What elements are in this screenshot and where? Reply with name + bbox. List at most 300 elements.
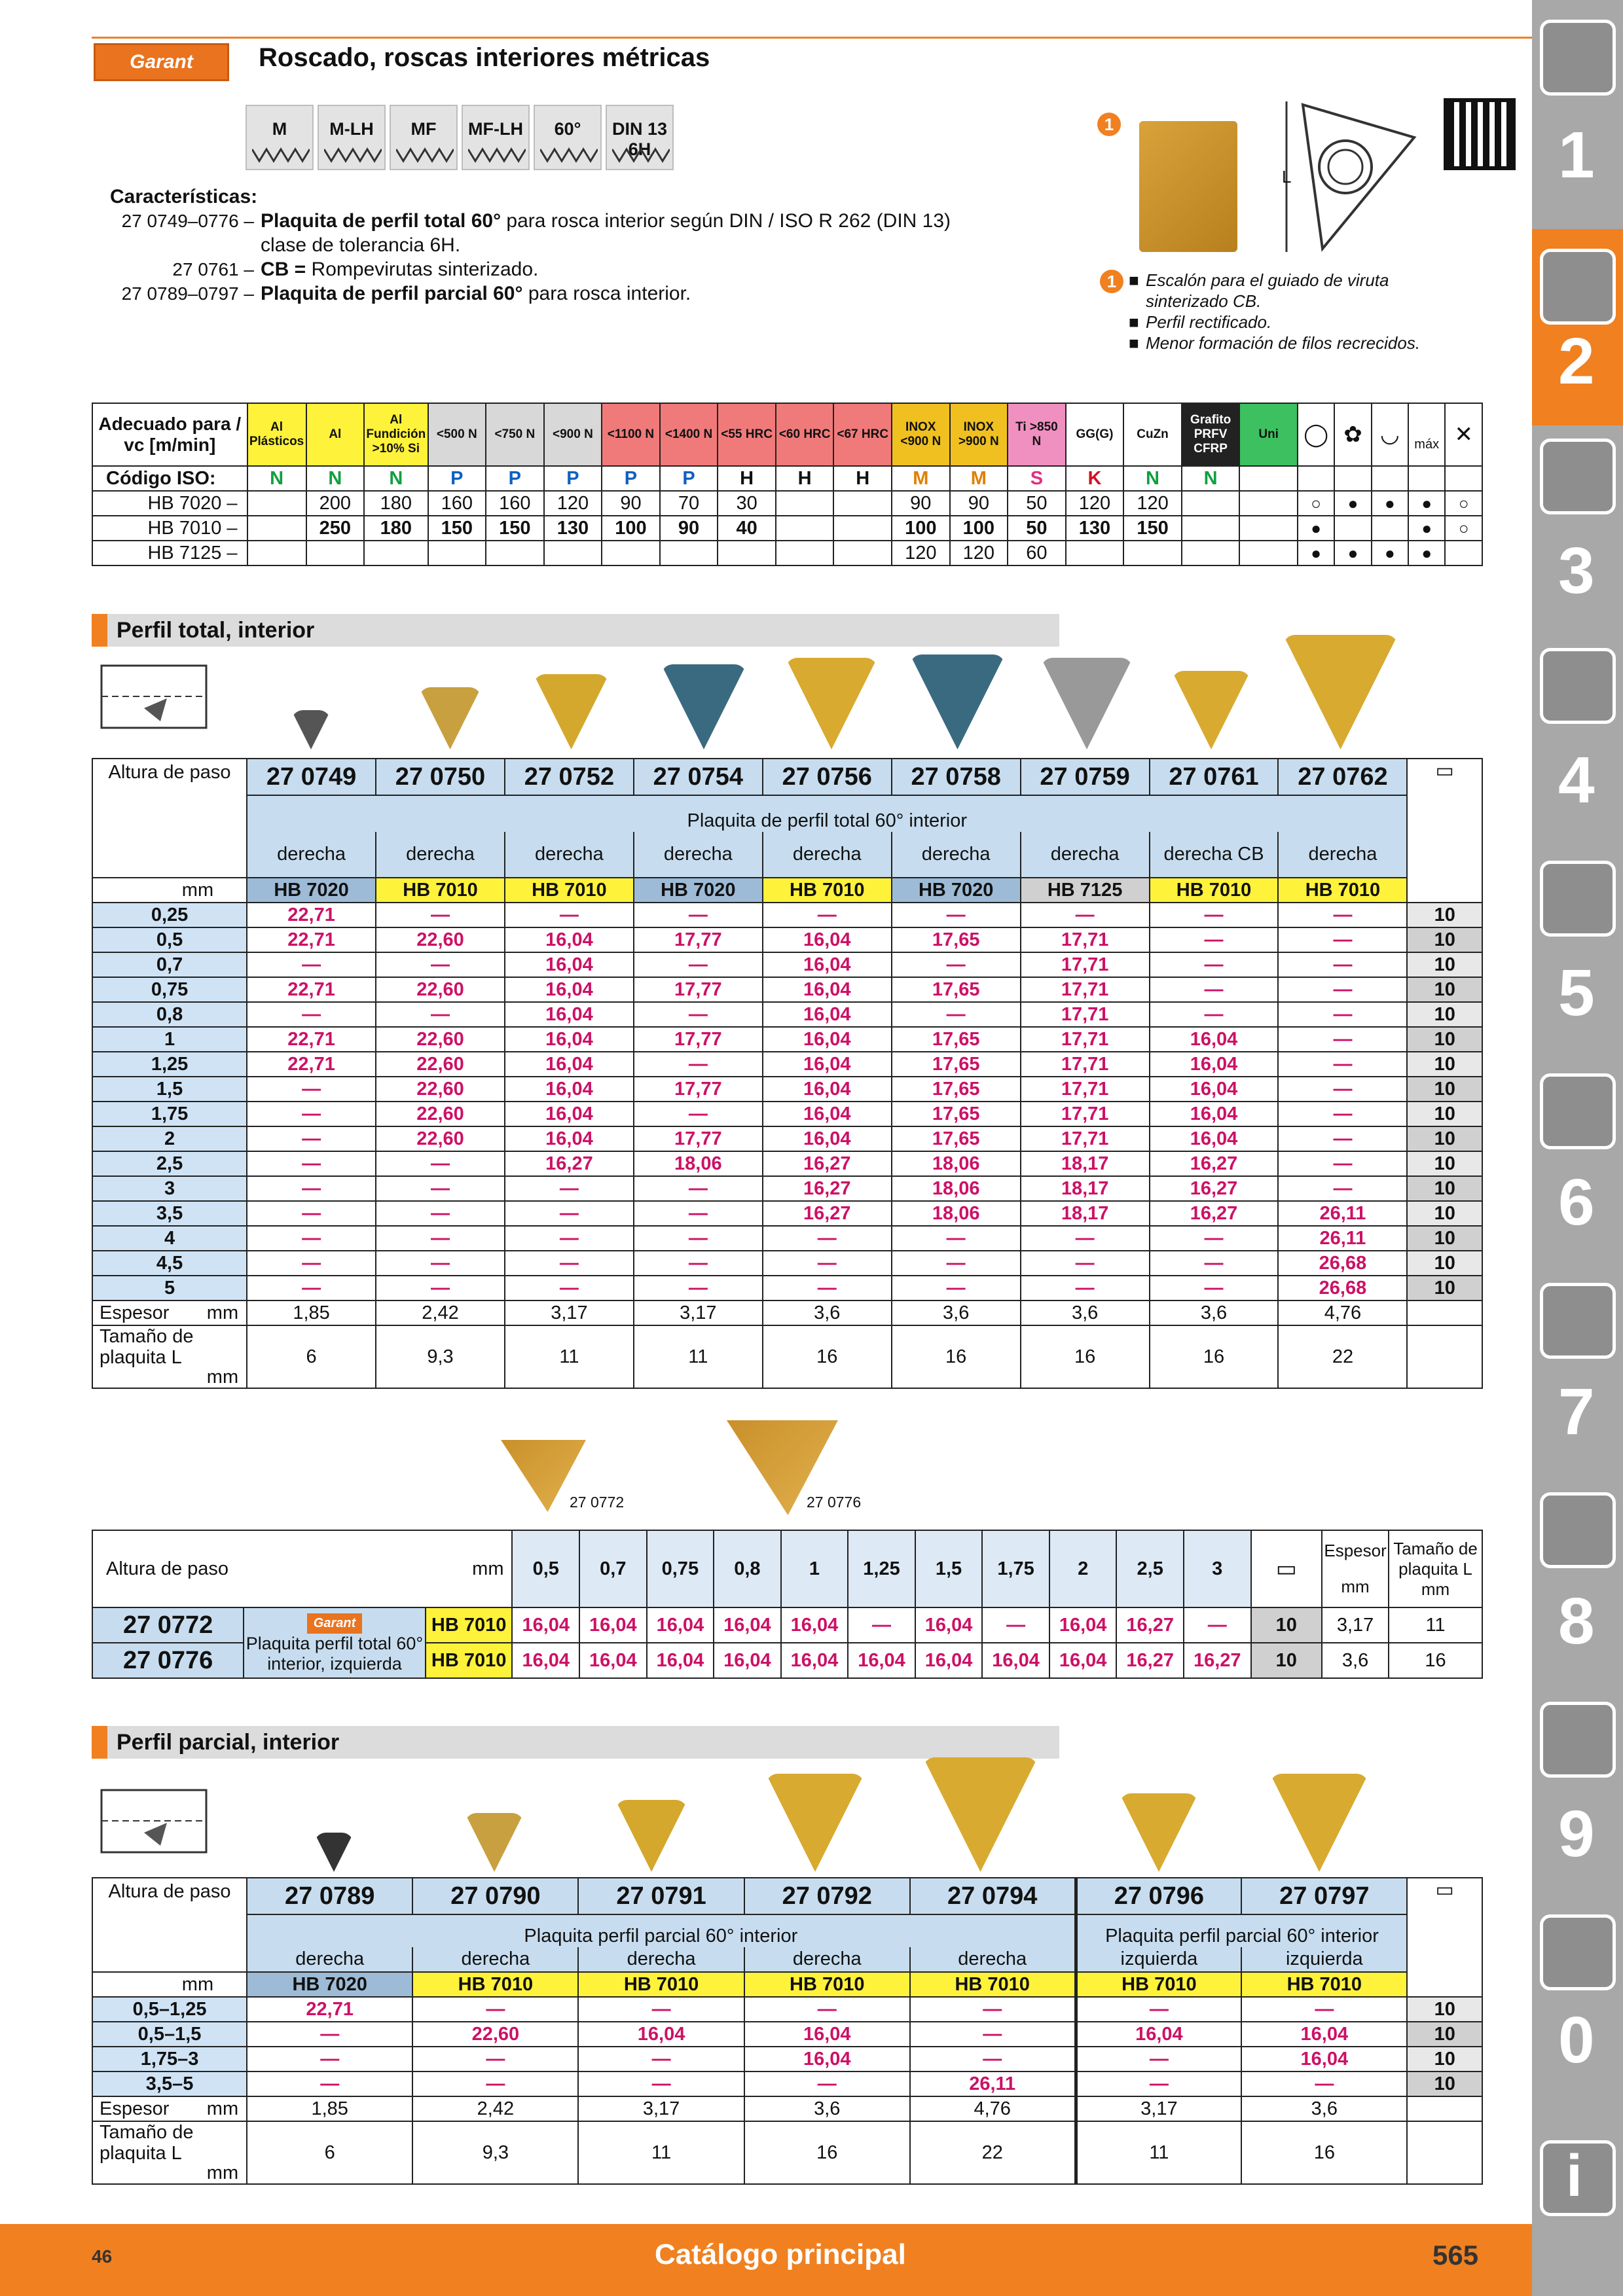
price-cell: —: [505, 1176, 634, 1201]
chapter-number[interactable]: 4: [1558, 744, 1595, 817]
feature-line: [110, 257, 951, 281]
price-cell: 16,27: [1150, 1176, 1279, 1201]
price-cell: —: [376, 1251, 505, 1276]
grade-cell: HB 7020: [247, 1972, 412, 1997]
grade-row: [92, 1972, 1482, 1997]
cutting-speed: [1182, 541, 1240, 565]
price-cell: 17,71: [1021, 1102, 1150, 1126]
price-cell: —: [892, 952, 1021, 977]
unit-text: mm: [472, 1558, 504, 1579]
iso-code: K: [1066, 466, 1124, 491]
feature-desc: clase de tolerancia 6H.: [261, 234, 461, 256]
size-label: [92, 1325, 247, 1388]
suitability-mark: ●: [1334, 491, 1371, 516]
price-cell: 17,77: [634, 1027, 763, 1052]
price-cell: —: [763, 903, 892, 927]
unit-label: mm: [92, 878, 247, 903]
pitch-head: [92, 1530, 512, 1607]
chapter-4-icon[interactable]: [1540, 648, 1616, 724]
pack-qty: 10: [1407, 1002, 1482, 1027]
price-cell: —: [376, 1201, 505, 1226]
pack-icon: ▭: [1407, 1878, 1482, 1997]
price-cell: —: [578, 2047, 744, 2072]
grade-cell: HB 7010: [1278, 878, 1407, 903]
price-cell: 16,04: [915, 1607, 983, 1643]
price-cell: —: [505, 1201, 634, 1226]
cutting-speed: 130: [544, 516, 602, 541]
price-cell: 16,04: [763, 1126, 892, 1151]
price-cell: 22,71: [247, 1052, 376, 1077]
banner-row: [92, 795, 1482, 832]
material-col: Uni: [1239, 403, 1298, 466]
pack-qty: 10: [1251, 1643, 1322, 1678]
article-row: [92, 1878, 1482, 1914]
pack-qty: 10: [1407, 952, 1482, 977]
cutting-speed: 70: [660, 491, 718, 516]
hand-type: derecha CB: [1150, 832, 1279, 878]
size-value: 11: [505, 1325, 634, 1388]
price-cell: —: [634, 1002, 763, 1027]
pack-qty: 10: [1407, 2022, 1482, 2047]
article-row: [92, 759, 1482, 795]
thickness-value: 3,17: [505, 1300, 634, 1325]
price-cell: —: [1150, 1276, 1279, 1300]
suitability-mark: ●: [1372, 491, 1408, 516]
price-cell: —: [1184, 1607, 1251, 1643]
hand-type: derecha: [1021, 832, 1150, 878]
insert-image: [1041, 658, 1133, 749]
price-cell: 16,04: [1076, 2022, 1241, 2047]
mini-logo: Garant: [307, 1613, 362, 1634]
price-cell: 22,60: [376, 927, 505, 952]
pack-qty: 10: [1407, 1126, 1482, 1151]
unit-text: mm: [206, 2098, 239, 2119]
material-col: <500 N: [428, 403, 486, 466]
price-cell: —: [910, 1997, 1076, 2022]
thread-profile-icon: [468, 147, 526, 164]
dimension-label: L: [1282, 167, 1292, 187]
suitability-mark: ●: [1372, 541, 1408, 565]
chapter-number[interactable]: 7: [1558, 1375, 1595, 1448]
material-col: <750 N: [486, 403, 544, 466]
pitch-row: [92, 903, 1482, 927]
price-cell: —: [848, 1607, 915, 1643]
price-cell: —: [634, 1102, 763, 1126]
chapter-number[interactable]: 3: [1558, 534, 1595, 607]
material-col: CuZn: [1123, 403, 1182, 466]
hand-type: derecha: [1278, 832, 1407, 878]
cutting-speed: 160: [428, 491, 486, 516]
thickness-value: 3,6: [1021, 1300, 1150, 1325]
cutting-speed: [833, 541, 892, 565]
info-label[interactable]: i: [1566, 2144, 1583, 2209]
price-cell: —: [376, 952, 505, 977]
iso-empty: [1298, 466, 1334, 491]
article-number: 27 0749: [247, 759, 376, 795]
thread-profile-icon: [252, 147, 310, 164]
price-cell: —: [763, 1276, 892, 1300]
pitch-row: [92, 1027, 1482, 1052]
cutting-speed: [1123, 541, 1182, 565]
chapter-0-icon[interactable]: [1540, 1914, 1616, 1990]
feature-line: [110, 281, 951, 306]
cutting-speed: 120: [544, 491, 602, 516]
chapter-number[interactable]: 8: [1558, 1585, 1595, 1658]
price-cell: 17,65: [892, 927, 1021, 952]
price-cell: 17,71: [1021, 1126, 1150, 1151]
pitch-col: 1: [781, 1530, 848, 1607]
iso-empty: [1334, 466, 1371, 491]
price-cell: —: [247, 1201, 376, 1226]
iso-code: M: [892, 466, 950, 491]
price-cell: 17,77: [634, 1077, 763, 1102]
price-cell: 22,60: [412, 2022, 578, 2047]
size-label: [92, 2121, 247, 2184]
pitch-row: [92, 2072, 1482, 2096]
price-cell: —: [247, 1077, 376, 1102]
iso-code: [1239, 466, 1298, 491]
pitch-value: 3,5: [92, 1201, 247, 1226]
cutting-speed: [602, 541, 660, 565]
header-rule: [92, 37, 1532, 39]
pack-qty: 10: [1407, 1251, 1482, 1276]
chapter-number[interactable]: 9: [1558, 1797, 1595, 1871]
iso-label: Código ISO:: [92, 466, 247, 491]
size-value: 6: [247, 2121, 412, 2184]
price-cell: 16,27: [763, 1176, 892, 1201]
internal-thread-icon-2: [98, 1787, 213, 1856]
iso-code: M: [950, 466, 1008, 491]
cutting-speed: [1066, 541, 1124, 565]
price-cell: —: [744, 1997, 910, 2022]
pitch-row: [92, 1176, 1482, 1201]
size-value: 9,3: [376, 1325, 505, 1388]
price-cell: —: [247, 2022, 412, 2047]
price-cell: 17,71: [1021, 977, 1150, 1002]
chapter-8-icon[interactable]: [1540, 1492, 1616, 1568]
cutting-speed: [247, 491, 306, 516]
price-cell: 16,04: [505, 1077, 634, 1102]
unit-text: mm: [1341, 1577, 1370, 1596]
hand-type: derecha: [412, 1947, 578, 1972]
cutting-speed: [833, 516, 892, 541]
iso-empty: [1408, 466, 1445, 491]
thread-profile-icon: [396, 147, 454, 164]
price-cell: —: [1278, 1052, 1407, 1077]
material-col: Al Fundición >10% Si: [364, 403, 428, 466]
price-cell: —: [247, 2047, 412, 2072]
feature-code: [110, 233, 261, 257]
pitch-value: 0,25: [92, 903, 247, 927]
price-cell: —: [247, 1151, 376, 1176]
size-value: 9,3: [412, 2121, 578, 2184]
note-item: [1100, 312, 1440, 332]
note-text: Menor formación de filos recrecidos.: [1146, 333, 1421, 353]
grade-cell: HB 7010: [910, 1972, 1076, 1997]
grade-row: [92, 878, 1482, 903]
iso-row: [92, 466, 1482, 491]
product-banner: Plaquita perfil parcial 60° interior: [1076, 1914, 1407, 1947]
price-cell: —: [578, 1997, 744, 2022]
thickness-value: 1,85: [247, 1300, 376, 1325]
cutting-speed: 200: [306, 491, 365, 516]
size-value: 16: [763, 1325, 892, 1388]
iso-code: S: [1008, 466, 1066, 491]
price-cell: —: [247, 1251, 376, 1276]
material-col: INOX <900 N: [892, 403, 950, 466]
price-cell: 16,27: [1184, 1643, 1251, 1678]
price-cell: —: [247, 952, 376, 977]
article-number: 27 0796: [1076, 1878, 1241, 1914]
grade-cell: HB 7010: [578, 1972, 744, 1997]
insert-label-270776: 27 0776: [807, 1494, 862, 1511]
price-cell: —: [412, 2072, 578, 2096]
price-cell: —: [505, 1251, 634, 1276]
thread-symbol: DIN 13 6H: [606, 105, 674, 170]
chapter-9-icon[interactable]: [1540, 1702, 1616, 1778]
insert-image: [766, 1774, 864, 1872]
price-cell: 16,04: [505, 1052, 634, 1077]
pitch-head: Altura de paso: [108, 1881, 231, 1902]
chapter-number[interactable]: 5: [1558, 956, 1595, 1030]
pack-qty: 10: [1407, 2047, 1482, 2072]
material-col: <67 HRC: [833, 403, 892, 466]
iso-code: N: [247, 466, 306, 491]
price-cell: —: [1150, 952, 1279, 977]
empty-cell: [1407, 2121, 1482, 2184]
price-cell: 22,60: [376, 977, 505, 1002]
chapter-7-icon[interactable]: [1540, 1283, 1616, 1359]
hand-type: derecha: [763, 832, 892, 878]
hand-type: derecha: [634, 832, 763, 878]
insert-image: [615, 1800, 687, 1872]
hand-type: derecha: [744, 1947, 910, 1972]
thickness-label: [92, 1300, 247, 1325]
pitch-value: 3: [92, 1176, 247, 1201]
price-cell: 16,04: [763, 977, 892, 1002]
chapter-2-icon[interactable]: [1540, 249, 1616, 325]
chapter-number[interactable]: 6: [1558, 1166, 1595, 1239]
price-cell: —: [982, 1607, 1049, 1643]
price-cell: —: [1278, 1002, 1407, 1027]
page-number: 565: [1432, 2240, 1479, 2270]
price-cell: 16,04: [647, 1607, 714, 1643]
cutting-speed: [776, 516, 834, 541]
price-cell: —: [1278, 1027, 1407, 1052]
price-cell: 16,04: [915, 1643, 983, 1678]
size-value: 11: [1389, 1607, 1482, 1643]
size-value: 16: [744, 2121, 910, 2184]
cutting-speed: [486, 541, 544, 565]
insert-image: [1120, 1793, 1198, 1872]
note-text: Perfil rectificado.: [1146, 312, 1272, 332]
article-number: 27 0797: [1241, 1878, 1407, 1914]
suitability-mark: [1445, 541, 1482, 565]
price-cell: 16,04: [505, 1126, 634, 1151]
size-value: 11: [1076, 2121, 1241, 2184]
price-cell: 22,71: [247, 903, 376, 927]
suitability-mark: ●: [1298, 541, 1334, 565]
size-text: Tamaño de plaquita L: [100, 1326, 194, 1368]
chapter-3-icon[interactable]: [1540, 439, 1616, 514]
thread-symbol: M-LH: [318, 105, 386, 170]
grade-cell: HB 7010: [505, 878, 634, 903]
price-cell: 16,04: [763, 952, 892, 977]
thread-profile-icon: [324, 147, 382, 164]
cutting-speed: 150: [428, 516, 486, 541]
thickness-value: 3,17: [1322, 1607, 1389, 1643]
pitch-col: 3: [1184, 1530, 1251, 1607]
pitch-col: 2,5: [1116, 1530, 1184, 1607]
pitch-value: 2,5: [92, 1151, 247, 1176]
price-cell: 16,04: [579, 1607, 647, 1643]
price-cell: 16,04: [1150, 1027, 1279, 1052]
grade-cell: HB 7010: [412, 1972, 578, 1997]
cutting-speed: 120: [1123, 491, 1182, 516]
insert-image: [1283, 635, 1398, 749]
size-value: 16: [1389, 1643, 1482, 1678]
note-item: [1100, 332, 1440, 353]
price-cell: 17,65: [892, 1027, 1021, 1052]
chapter-number[interactable]: 2: [1558, 325, 1595, 398]
price-cell: —: [910, 2022, 1076, 2047]
price-cell: 16,04: [1150, 1126, 1279, 1151]
grade-cell: HB 7010: [376, 878, 505, 903]
price-cell: 22,60: [376, 1052, 505, 1077]
price-cell: —: [1150, 1226, 1279, 1251]
pack-qty: 10: [1407, 1226, 1482, 1251]
price-cell: 18,17: [1021, 1201, 1150, 1226]
price-cell: 22,60: [376, 1027, 505, 1052]
hand-type: derecha: [910, 1947, 1076, 1972]
pitch-value: 0,5–1,5: [92, 2022, 247, 2047]
article-number: 27 0794: [910, 1878, 1076, 1914]
iso-code: P: [486, 466, 544, 491]
qr-code: [1444, 98, 1516, 170]
thread-symbol: M: [246, 105, 314, 170]
price-cell: 16,04: [763, 927, 892, 952]
section-perfil-parcial: Perfil parcial, interior: [92, 1726, 1059, 1759]
pitch-col: 1,5: [915, 1530, 983, 1607]
thread-symbol: 60°: [534, 105, 602, 170]
grade-label: HB 7020 –: [92, 491, 247, 516]
iso-code: P: [602, 466, 660, 491]
pack-qty: 10: [1407, 1077, 1482, 1102]
iso-code: H: [776, 466, 834, 491]
pack-icon: ▭: [1407, 759, 1482, 903]
pack-qty: 10: [1251, 1607, 1322, 1643]
empty-cell: [1407, 2096, 1482, 2121]
cutting-speed: 100: [950, 516, 1008, 541]
suitability-mark: ●: [1408, 516, 1445, 541]
pitch-col: 2: [1049, 1530, 1117, 1607]
thickness-value: 3,17: [578, 2096, 744, 2121]
iso-code: P: [544, 466, 602, 491]
chapter-6-icon[interactable]: [1540, 1073, 1616, 1149]
chapter-1-icon[interactable]: [1540, 20, 1616, 96]
size-head-text: Tamaño de plaquita L: [1393, 1538, 1478, 1579]
pitch-value: 1,5: [92, 1077, 247, 1102]
price-cell: —: [376, 1226, 505, 1251]
suitability-mark: ○: [1445, 516, 1482, 541]
grade-cell: HB 7010: [763, 878, 892, 903]
unit-text: mm: [206, 1302, 239, 1323]
material-col: Grafito PRFV CFRP: [1182, 403, 1240, 466]
pack-qty: 10: [1407, 1052, 1482, 1077]
cutting-speed: 90: [602, 491, 660, 516]
banner-row: [92, 1914, 1482, 1947]
price-cell: —: [634, 1052, 763, 1077]
grade-cell: HB 7020: [892, 878, 1021, 903]
features: [110, 185, 951, 306]
cutting-speed: 120: [892, 541, 950, 565]
size-row: [92, 1325, 1482, 1388]
pitch-col: 1,25: [848, 1530, 915, 1607]
price-cell: 16,04: [763, 1002, 892, 1027]
price-cell: —: [892, 1226, 1021, 1251]
chapter-5-icon[interactable]: [1540, 861, 1616, 937]
price-cell: 17,65: [892, 1126, 1021, 1151]
price-cell: 18,06: [892, 1176, 1021, 1201]
feature-bold: CB =: [261, 259, 306, 280]
price-cell: 16,04: [579, 1643, 647, 1678]
cutting-speed: 90: [892, 491, 950, 516]
material-col: INOX >900 N: [950, 403, 1008, 466]
grade-cell: HB 7010: [744, 1972, 910, 1997]
pitch-row: [92, 1151, 1482, 1176]
price-cell: —: [505, 1276, 634, 1300]
pack-qty: 10: [1407, 1151, 1482, 1176]
thickness-value: 3,6: [1150, 1300, 1279, 1325]
pitch-row: [92, 1201, 1482, 1226]
price-cell: 16,04: [781, 1643, 848, 1678]
cutting-speed: [1239, 516, 1298, 541]
price-cell: 16,04: [714, 1607, 781, 1643]
materials-head-label: Adecuado para / vc [m/min]: [92, 403, 247, 466]
price-cell: —: [1150, 1002, 1279, 1027]
pitch-value: 0,7: [92, 952, 247, 977]
materials-header-row: [92, 403, 1482, 466]
pitch-value: 0,5–1,25: [92, 1997, 247, 2022]
pack-qty: 10: [1407, 927, 1482, 952]
grade-cell: HB 7010: [1241, 1972, 1407, 1997]
pitch-row: [92, 1126, 1482, 1151]
price-cell: 22,71: [247, 927, 376, 952]
hand-type: derecha: [247, 1947, 412, 1972]
iso-code: P: [428, 466, 486, 491]
price-cell: 16,27: [505, 1151, 634, 1176]
price-cell: —: [634, 1201, 763, 1226]
chapter-number[interactable]: 1: [1558, 118, 1595, 192]
price-cell: 16,04: [505, 1102, 634, 1126]
thickness-value: 3,6: [1322, 1643, 1389, 1678]
chapter-number[interactable]: 0: [1558, 2003, 1595, 2077]
price-cell: 16,27: [763, 1201, 892, 1226]
price-cell: 17,65: [892, 1077, 1021, 1102]
unit-label: mm: [92, 1972, 247, 1997]
price-cell: —: [376, 1276, 505, 1300]
price-cell: 16,04: [744, 2022, 910, 2047]
suitability-mark: [1334, 516, 1371, 541]
price-cell: —: [634, 1251, 763, 1276]
article-number: 27 0754: [634, 759, 763, 795]
cutting-speed: [247, 541, 306, 565]
cutting-speed: 160: [486, 491, 544, 516]
size-value: 22: [910, 2121, 1076, 2184]
pitch-row: [92, 977, 1482, 1002]
price-cell: —: [1076, 2047, 1241, 2072]
price-cell: 22,60: [376, 1102, 505, 1126]
